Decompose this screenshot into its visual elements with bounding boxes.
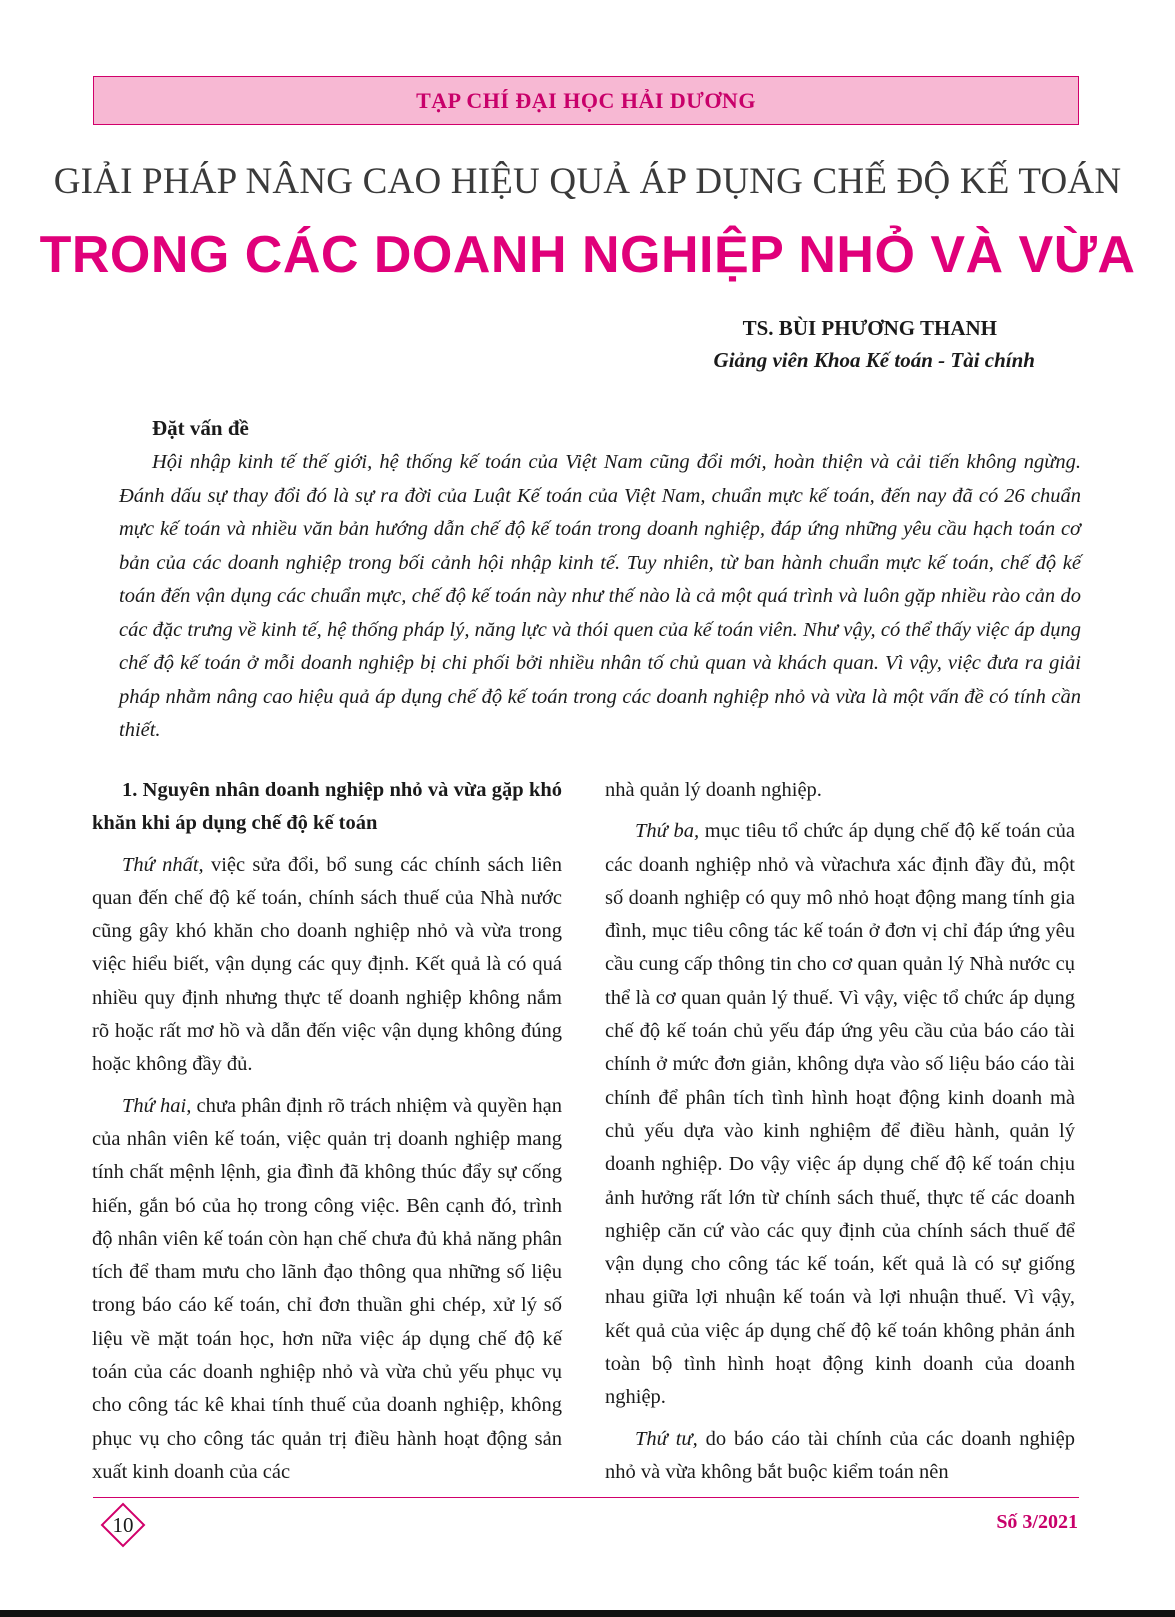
paragraph-continuation: nhà quản lý doanh nghiệp. bbox=[605, 779, 822, 801]
bottom-bar bbox=[0, 1610, 1175, 1617]
article-title-line1: GIẢI PHÁP NÂNG CAO HIỆU QUẢ ÁP DỤNG CHẾ ĐỘ KẾ TOÁN bbox=[53, 161, 1122, 202]
article-title-line2: TRONG CÁC DOANH NGHIỆP NHỎ VÀ VỪA bbox=[39, 226, 1136, 284]
section-heading: 1. Nguyên nhân doanh nghiệp nhỏ và vừa gặp khó khăn khi áp dụng chế độ kế toán bbox=[92, 779, 562, 835]
paragraph-second bbox=[92, 1090, 562, 1490]
journal-name: TẠP CHÍ ĐẠI HỌC HẢI DƯƠNG bbox=[416, 87, 756, 113]
footer-rule bbox=[93, 1497, 1079, 1498]
paragraph-body: việc sửa đổi, bổ sung các chính sách liên quan đến chế độ kế toán, chính sách thuế của Nhà nước cũng gây khó khăn cho doanh nghiệp nhỏ và vừa trong việc hiểu biết, vận dụng các quy định. Kết quả là có quá nhiều quy định nhưng thực tế doanh nghiệp không nắm rõ hoặc rất mơ hồ và dẫn đến việc vận dụng không đúng hoặc không đầy đủ. bbox=[92, 853, 563, 1076]
paragraph-lead: Thứ hai, bbox=[122, 1094, 192, 1117]
paragraph-first bbox=[92, 849, 562, 1082]
paragraph-lead: Thứ tư, bbox=[635, 1427, 698, 1450]
paragraph-body: do báo cáo tài chính của các doanh nghiệp nhỏ và vừa không bắt buộc kiểm toán nên bbox=[605, 1427, 1075, 1483]
author-affiliation: Giảng viên Khoa Kế toán - Tài chính bbox=[713, 348, 1035, 372]
author-name: TS. BÙI PHƯƠNG THANH bbox=[742, 316, 997, 340]
column-right bbox=[605, 774, 1075, 1489]
issue-label: Số 3/2021 bbox=[996, 1511, 1078, 1533]
intro-heading: Đặt vấn đề bbox=[152, 416, 249, 440]
paragraph-body: mục tiêu tổ chức áp dụng chế độ kế toán của các doanh nghiệp nhỏ và vừachưa xác định đầy đủ, một số doanh nghiệp có quy mô nhỏ hoạt động mang tính gia đình, mục tiêu công tác kế toán ở đơn vị chỉ đáp ứng yêu cầu cung cấp thông tin cho cơ quan quản lý Nhà nước cụ thể là cơ quan quản lý thuế. Vì vậy, việc tổ chức áp dụng chế độ kế toán chủ yếu đáp ứng yêu cầu của báo cáo tài chính ở mức đơn giản, không dựa vào số liệu báo cáo tài chính để phân tích tình hình hoạt động kinh doanh mà chủ yếu dựa vào kinh nghiệm để điều hành, quản lý doanh nghiệp. Do vậy việc áp dụng chế độ kế toán chịu ảnh hưởng rất lớn từ chính sách thuế, thực tế các doanh nghiệp căn cứ vào các quy định của chính sách thuế để vận dụng cho công tác kế toán, kết quả là có sự giống nhau giữa lợi nhuận kế toán và lợi nhuận thuế. Vì vậy, kết quả của việc áp dụng chế độ kế toán không phản ánh toàn bộ tình hình hoạt động kinh doanh của doanh nghiệp. bbox=[605, 820, 1075, 1409]
column-left bbox=[92, 774, 562, 1489]
paragraph-body: chưa phân định rõ trách nhiệm và quyền hạn của nhân viên kế toán, việc quản trị doanh nghiệp mang tính chất mệnh lệnh, gia đình đã không thúc đẩy sự cống hiến, gắn bó của họ trong công việc. Bên cạnh đó, trình độ nhân viên kế toán còn hạn chế chưa đủ khả năng phân tích để tham mưu cho lãnh đạo thông qua những số liệu trong báo cáo kế toán, chỉ đơn thuần ghi chép, xử lý số liệu về mặt toán học, hơn nữa việc áp dụng chế độ kế toán của các doanh nghiệp nhỏ và vừa chủ yếu phục vụ cho công tác kê khai tính thuế của doanh nghiệp, không phục vụ cho công tác quản trị điều hành hoạt động sản xuất kinh doanh của các bbox=[92, 1094, 563, 1483]
page-number: 10 bbox=[112, 1513, 134, 1537]
journal-banner bbox=[93, 76, 1079, 125]
intro-paragraph: Hội nhập kinh tế thế giới, hệ thống kế toán của Việt Nam cũng đổi mới, hoàn thiện và cải tiến không ngừng. Đánh dấu sự thay đổi đó là sự ra đời của Luật Kế toán của Việt Nam, chuẩn mực kế toán, đến nay đã có 26 chuẩn mực kế toán và nhiều văn bản hướng dẫn chế độ kế toán trong doanh nghiệp, đáp ứng những yêu cầu hạch toán cơ bản của các doanh nghiệp trong bối cảnh hội nhập kinh tế. Tuy nhiên, từ ban hành chuẩn mực kế toán, chế độ kế toán đến vận dụng các chuẩn mực, chế độ kế toán này như thế nào là cả một quá trình và luôn gặp nhiều rào cản do các đặc trưng về kinh tế, hệ thống pháp lý, năng lực và thói quen của kế toán viên. Như vậy, có thể thấy việc áp dụng chế độ kế toán ở mỗi doanh nghiệp bị chi phối bởi nhiều nhân tố chủ quan và khách quan. Vì vậy, việc đưa ra giải pháp nhằm nâng cao hiệu quả áp dụng chế độ kế toán trong các doanh nghiệp nhỏ và vừa là một vấn đề có tính cần thiết. bbox=[119, 451, 1081, 741]
paragraph-lead: Thứ nhất, bbox=[122, 853, 204, 876]
page-number-badge bbox=[100, 1502, 146, 1548]
paragraph-fourth bbox=[605, 1423, 1075, 1490]
paragraph-lead: Thứ ba, bbox=[635, 820, 700, 843]
paragraph-third bbox=[605, 815, 1075, 1414]
